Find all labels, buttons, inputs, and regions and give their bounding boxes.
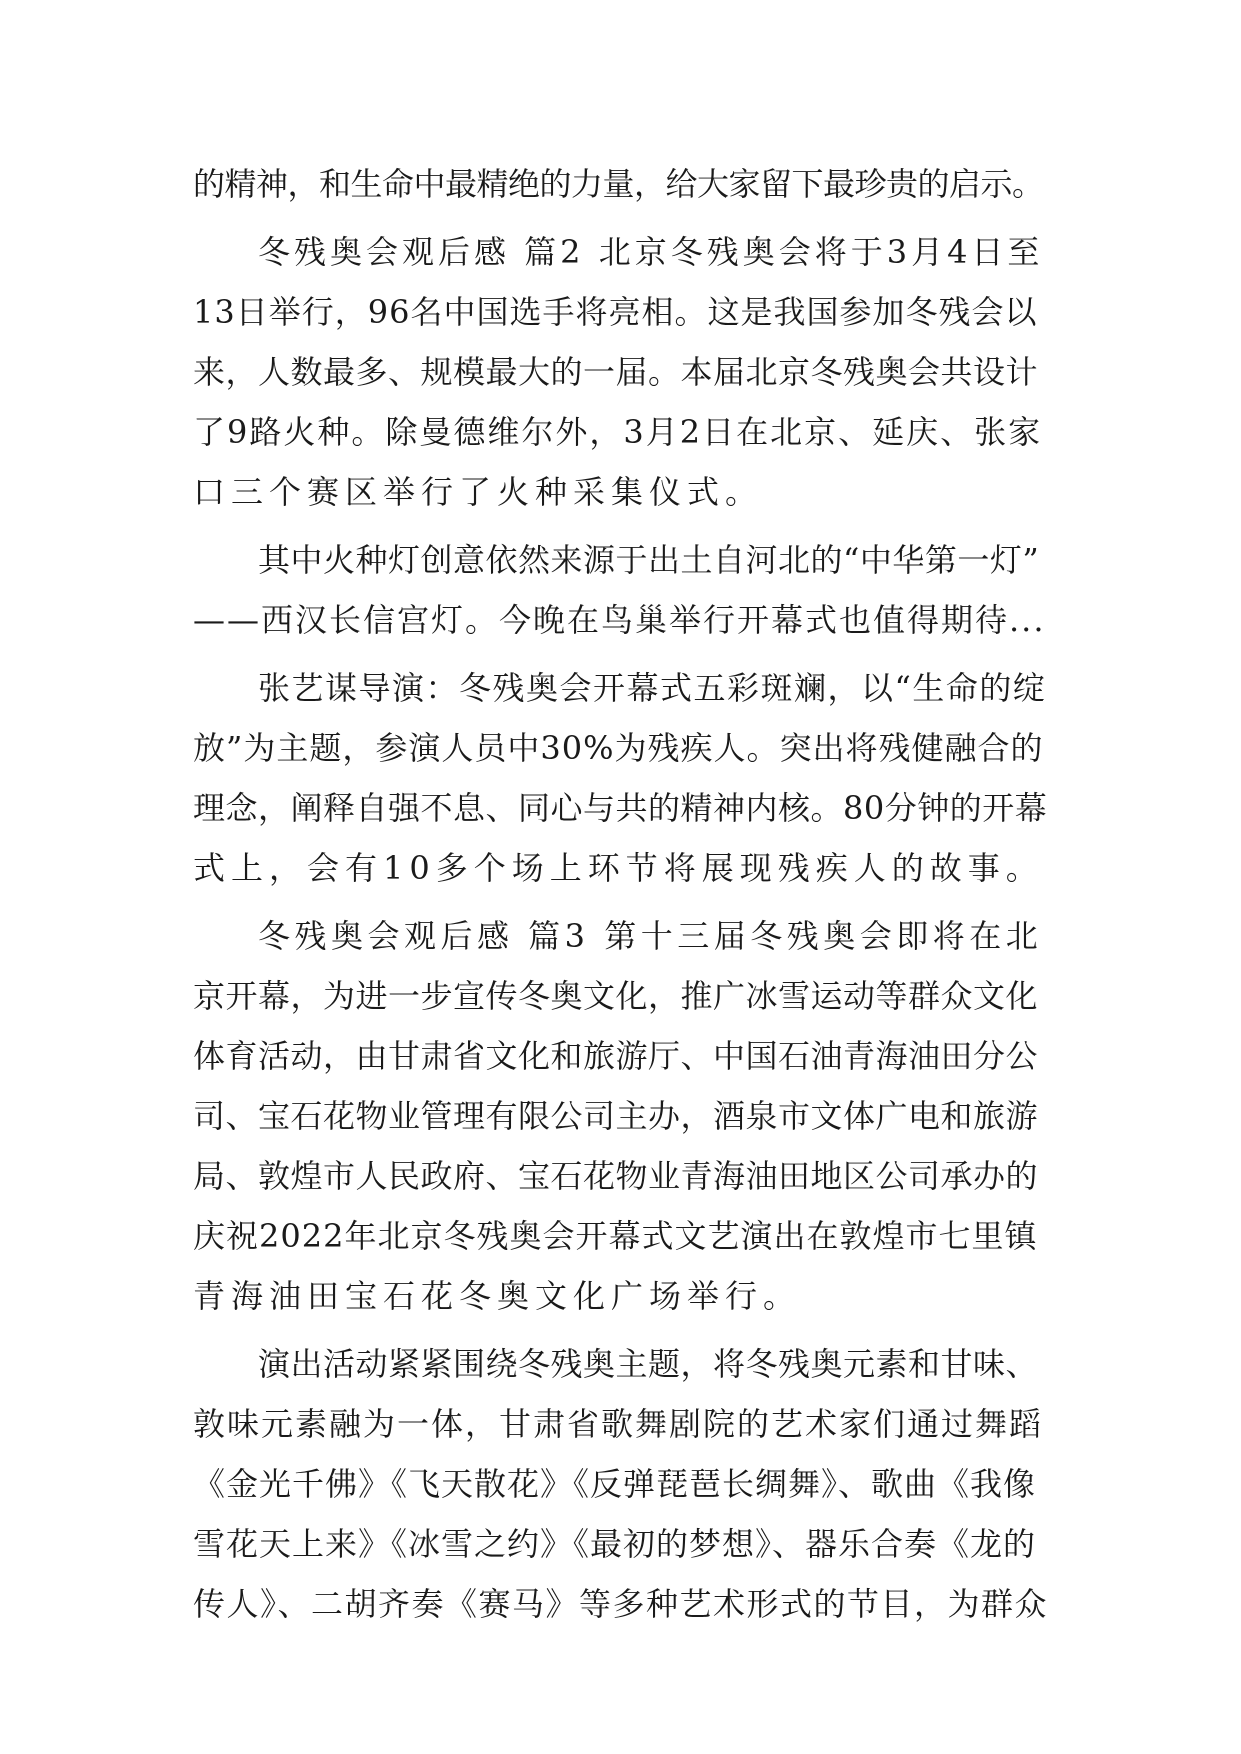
- text-line-8: ——西汉长信宫灯。今晚在鸟巢举行开幕式也值得期待...: [193, 601, 1046, 639]
- text-line-11: 理念，阐释自强不息、同心与共的精神内核。80分钟的开幕: [193, 789, 1048, 827]
- text-line-20: 演出活动紧紧围绕冬残奥主题，将冬残奥元素和甘味、: [258, 1345, 1039, 1383]
- text-line-16: 司、宝石花物业管理有限公司主办，酒泉市文体广电和旅游: [193, 1097, 1039, 1135]
- text-line-2: 冬残奥会观后感 篇2 北京冬残奥会将于3月4日至: [258, 233, 1044, 271]
- text-line-19: 青海油田宝石花冬奥文化广场举行。: [193, 1277, 802, 1315]
- text-line-24: 传人》、二胡齐奏《赛马》等多种艺术形式的节目，为群众: [193, 1585, 1049, 1623]
- text-line-23: 雪花天上来》《冰雪之约》《最初的梦想》、器乐合奏《龙的: [193, 1525, 1037, 1563]
- text-line-12: 式上，会有10多个场上环节将展现残疾人的故事。: [193, 849, 1044, 887]
- text-line-17: 局、敦煌市人民政府、宝石花物业青海油田地区公司承办的: [193, 1157, 1039, 1195]
- text-line-6: 口三个赛区举行了火种采集仪式。: [193, 473, 764, 511]
- text-line-22: 《金光千佛》《飞天散花》《反弹琵琶长绸舞》、歌曲《我像: [193, 1465, 1037, 1503]
- text-line-9: 张艺谋导演：冬残奥会开幕式五彩斑斓，以“生命的绽: [258, 669, 1047, 707]
- text-line-14: 京开幕，为进一步宣传冬奥文化，推广冰雪运动等群众文化: [193, 977, 1039, 1015]
- text-line-18: 庆祝2022年北京冬残奥会开幕式文艺演出在敦煌市七里镇: [193, 1217, 1038, 1255]
- text-line-15: 体育活动，由甘肃省文化和旅游厅、中国石油青海油田分公: [193, 1037, 1039, 1075]
- text-line-7: 其中火种灯创意依然来源于出土自河北的“中华第一灯”: [258, 541, 1040, 579]
- text-line-10: 放”为主题，参演人员中30%为残疾人。突出将残健融合的: [193, 729, 1044, 767]
- text-line-13: 冬残奥会观后感 篇3 第十三届冬残奥会即将在北: [258, 917, 1043, 955]
- text-line-5: 了9路火种。除曼德维尔外，3月2日在北京、延庆、张家: [193, 413, 1043, 451]
- text-line-1: 的精神，和生命中最精绝的力量，给大家留下最珍贵的启示。: [193, 165, 1044, 203]
- text-line-3: 13日举行，96名中国选手将亮相。这是我国参加冬残会以: [193, 293, 1038, 331]
- text-line-4: 来，人数最多、规模最大的一届。本届北京冬残奥会共设计: [193, 353, 1039, 391]
- text-line-21: 敦味元素融为一体，甘肃省歌舞剧院的艺术家们通过舞蹈: [193, 1405, 1044, 1443]
